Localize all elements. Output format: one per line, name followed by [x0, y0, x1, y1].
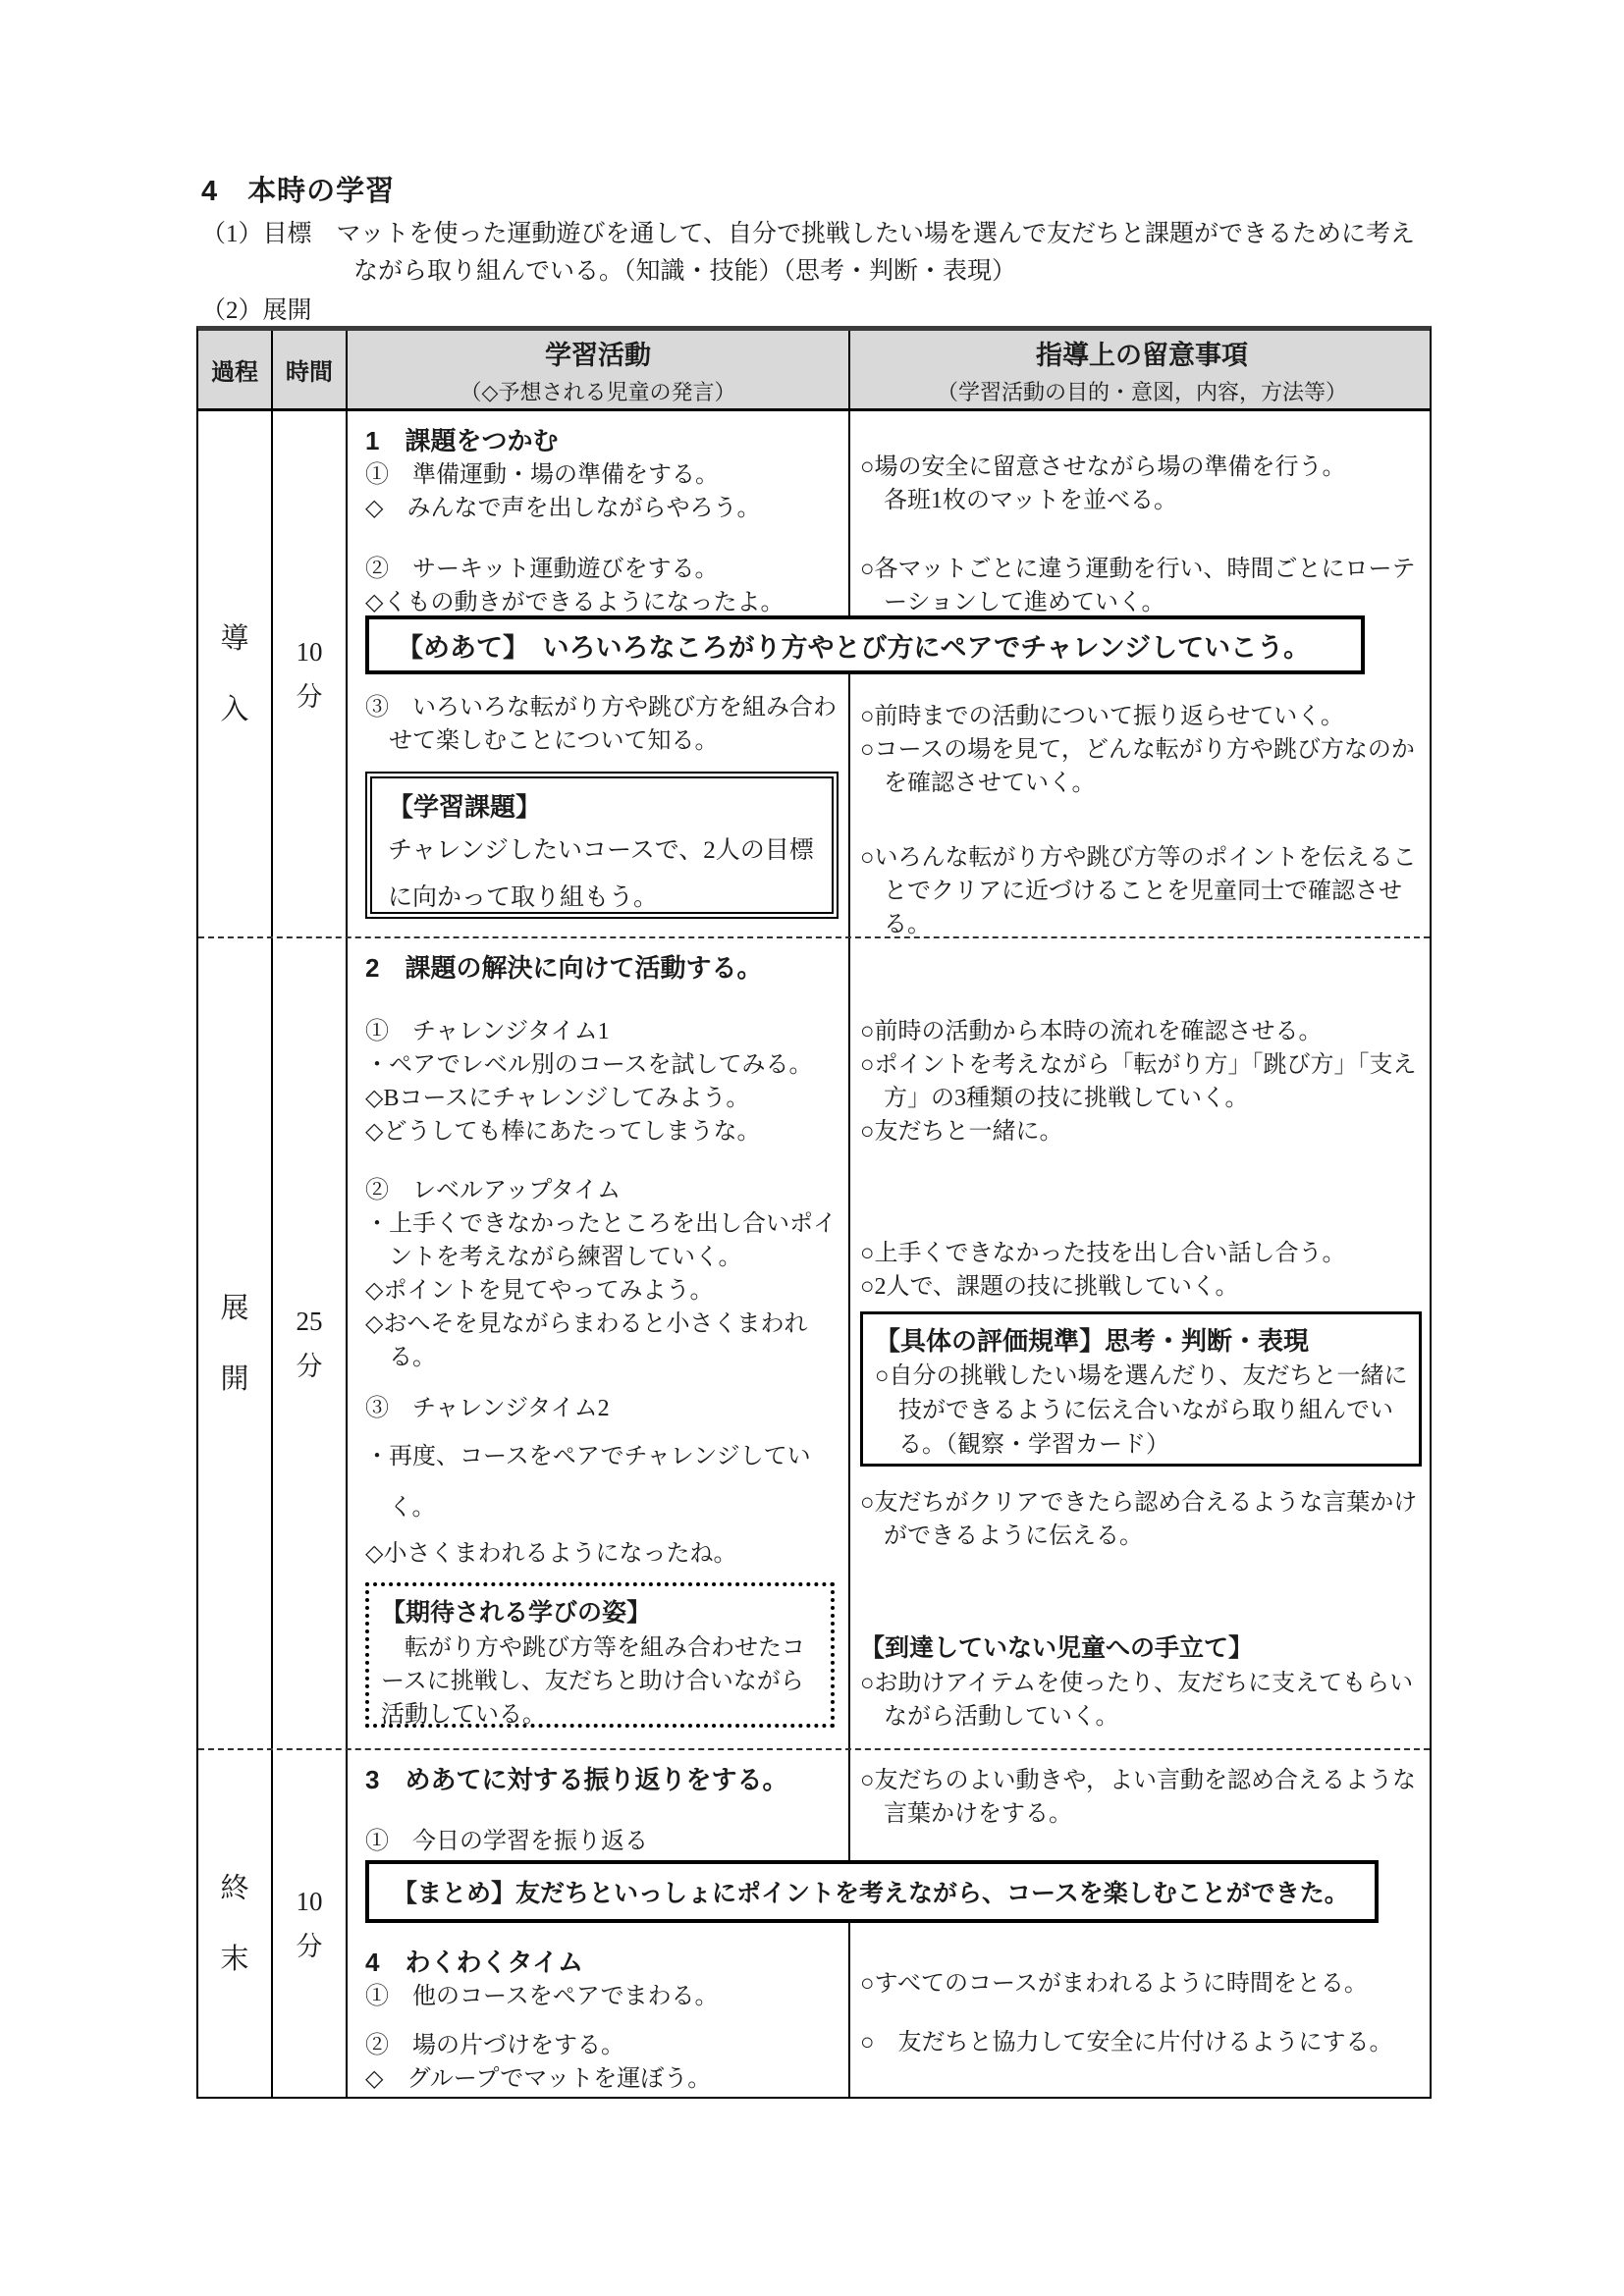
guidance-note: ○2人で、課題の技に挑戦していく。: [860, 1274, 1239, 1300]
time-label-closing: 10 分: [296, 1886, 323, 1961]
summary-box: 【まとめ】友だちといっしょにポイントを考えながら、コースを楽しむことができた。: [365, 1860, 1379, 1923]
header-activity-subtitle: （◇予想される児童の発言）: [460, 379, 736, 404]
learning-task-label: 【学習課題】: [388, 792, 542, 822]
activity-item: ② サーキット運動遊びをする。: [365, 557, 719, 582]
evaluation-criteria-label: 【具体の評価規準】思考・判断・表現: [875, 1326, 1310, 1356]
table-header-row: [198, 331, 1430, 411]
expected-learning-label: 【期待される学びの姿】: [381, 1599, 652, 1627]
header-activity-title: 学習活動: [545, 340, 651, 370]
activity-item: ② 場の片づけをする。: [365, 2033, 624, 2058]
pupil-speech: ◇小さくまわれるようになったね。: [365, 1541, 737, 1567]
activity-item: ① チャレンジタイム1: [365, 1019, 610, 1044]
header-guidance: [850, 331, 1434, 408]
section-development: [198, 938, 1430, 1750]
activity-heading-3: 3 めあてに対する振り返りをする。: [365, 1765, 788, 1794]
process-cell-introduction: [198, 411, 273, 936]
header-time-label: 時間: [286, 359, 333, 386]
time-label-development: 25 分: [296, 1306, 323, 1381]
guidance-note: ○上手くできなかった技を出し合い話し合う。: [860, 1241, 1346, 1266]
guidance-note: ○前時の活動から本時の流れを確認させる。: [860, 1019, 1323, 1044]
learning-task-line1: チャレンジしたいコースで、2人の目標: [388, 837, 814, 864]
guidance-note: ○友だちと一緒に。: [860, 1119, 1063, 1145]
expected-learning-box: [365, 1582, 835, 1728]
activity-item: ① 準備運動・場の準備をする。: [365, 462, 719, 488]
process-label-closing: 終 末: [220, 1872, 249, 1975]
process-cell-development: [198, 938, 273, 1748]
pupil-speech: ◇くもの動きができるようになったよ。: [365, 590, 785, 615]
guidance-note: ○コースの場を見て，どんな転がり方や跳び方なのかを確認させていく。: [860, 737, 1415, 796]
time-cell-introduction: [273, 411, 348, 936]
time-cell-development: [273, 938, 348, 1748]
pupil-speech: ◇Bコースにチャレンジしてみよう。: [365, 1086, 750, 1111]
activity-bullet: ・ペアでレベル別のコースを試してみる。: [365, 1052, 813, 1078]
guidance-note: ○各マットごとに違う運動を行い、時間ごとにローテーションして進めていく。: [860, 557, 1416, 615]
evaluation-criteria-body: ○自分の挑戦したい場を選んだり、友だちと一緒に技ができるように伝え合いながら取り組んでいる。（観察・学習カード）: [875, 1363, 1408, 1458]
guidance-note: ○いろんな転がり方や跳び方等のポイントを伝えることでクリアに近づけることを児童同士で確認させる。: [860, 845, 1417, 936]
guidance-cell-development: [850, 938, 1434, 1748]
process-cell-closing: [198, 1750, 273, 2097]
support-measures-body: ○お助けアイテムを使ったり、友だちに支えてもらいながら活動していく。: [860, 1671, 1414, 1730]
header-activity: [348, 331, 850, 408]
goal-text-line1: （1）目標 マットを使った運動遊びを通して、自分で挑戦したい場を選んで友だちと課題ができるために考え: [201, 221, 1416, 247]
activity-cell-closing: [348, 1750, 850, 2097]
activity-bullet: ・上手くできなかったところを出し合いポイントを考えながら練習していく。: [365, 1211, 837, 1270]
activity-item: ③ チャレンジタイム2: [365, 1396, 610, 1421]
lesson-plan-table: [196, 326, 1432, 2099]
activity-heading-2: 2 課題の解決に向けて活動する。: [365, 953, 763, 983]
time-label-introduction: 10 分: [296, 636, 323, 712]
activity-item: ② レベルアップタイム: [365, 1178, 622, 1203]
pupil-speech: ◇ポイントを見てやってみよう。: [365, 1278, 714, 1304]
section-closing: [198, 1750, 1430, 2097]
section-introduction: [198, 411, 1430, 938]
pupil-speech: ◇ みんなで声を出しながらやろう。: [365, 496, 761, 521]
activity-item: ③ いろいろな転がり方や跳び方を組み合わせて楽しむことについて知る。: [365, 695, 837, 754]
activity-heading-1: 1 課題をつかむ: [365, 426, 559, 455]
activity-bullet: ・再度、コースをペアでチャレンジしていく。: [365, 1444, 811, 1521]
activity-heading-4: 4 わくわくタイム: [365, 1948, 583, 1977]
guidance-cell-closing: [850, 1750, 1434, 2097]
time-cell-closing: [273, 1750, 348, 2097]
evaluation-criteria-box: [860, 1311, 1422, 1467]
guidance-note: ○場の安全に留意させながら場の準備を行う。: [860, 454, 1346, 480]
aim-box: 【めあて】 いろいろなころがり方やとび方にペアでチャレンジしていこう。: [365, 615, 1365, 674]
expected-learning-body: 転がり方や跳び方等を組み合わせたコースに挑戦し、友だちと助け合いながら活動している。: [381, 1635, 805, 1728]
guidance-note-sub: 各班1枚のマットを並べる。: [884, 488, 1178, 513]
header-guidance-subtitle: （学習活動の目的・意図，内容，方法等）: [936, 379, 1347, 404]
guidance-note: ○ポイントを考えながら「転がり方」「跳び方」「支え方」の3種類の技に挑戦していく。: [860, 1052, 1417, 1111]
activity-item: ① 他のコースをペアでまわる。: [365, 1984, 719, 2009]
header-guidance-title: 指導上の留意事項: [1036, 340, 1248, 370]
pupil-speech: ◇おへそを見ながらまわると小さくまわれる。: [365, 1311, 808, 1370]
process-label-development: 展 開: [220, 1292, 249, 1395]
development-label: （2）展開: [201, 297, 312, 324]
process-label-introduction: 導 入: [220, 622, 249, 725]
support-measures-label: 【到達していない児童への手立て】: [860, 1634, 1254, 1662]
activity-cell-development: [348, 938, 850, 1748]
page-title: 4 本時の学習: [201, 176, 396, 207]
goal-text-line2: ながら取り組んでいる。（知識・技能）（思考・判断・表現）: [353, 258, 1017, 285]
guidance-note: ○前時までの活動について振り返らせていく。: [860, 704, 1344, 729]
guidance-note: ○友だちがクリアできたら認め合えるような言葉かけができるように伝える。: [860, 1490, 1418, 1549]
header-time: [273, 331, 348, 408]
header-process: [198, 331, 273, 408]
learning-task-box: [365, 772, 839, 919]
pupil-speech: ◇ グループでマットを運ぼう。: [365, 2066, 712, 2092]
guidance-note: ○ 友だちと協力して安全に片付けるようにする。: [860, 2030, 1393, 2056]
activity-item: ① 今日の学習を振り返る: [365, 1829, 648, 1854]
header-process-label: 過程: [211, 359, 258, 386]
learning-task-line2: に向かって取り組もう。: [388, 884, 659, 911]
guidance-note: ○友だちのよい動きや，よい言動を認め合えるような言葉かけをする。: [860, 1768, 1417, 1827]
guidance-note: ○すべてのコースがまわれるように時間をとる。: [860, 1971, 1368, 1997]
pupil-speech: ◇どうしても棒にあたってしまうな。: [365, 1119, 761, 1145]
